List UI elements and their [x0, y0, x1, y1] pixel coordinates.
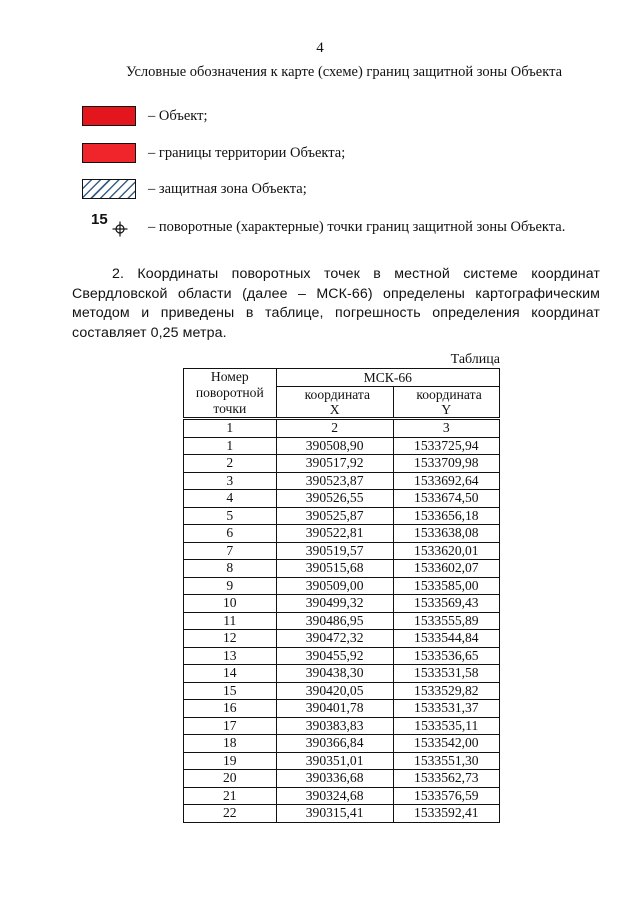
coordinate-x-cell: 390336,68 [276, 770, 393, 788]
table-row [184, 735, 500, 753]
column-number-row [184, 419, 500, 438]
legend-item-label: – поворотные (характерные) точки границ защитной зоны Объекта. [148, 218, 566, 235]
coordinate-y-cell: 1533692,64 [393, 472, 499, 490]
coordinate-x-cell: 390525,87 [276, 507, 393, 525]
coordinate-x-cell: 390515,68 [276, 560, 393, 578]
coordinate-x-cell: 390517,92 [276, 455, 393, 473]
coordinate-x-cell: 390401,78 [276, 700, 393, 718]
coordinate-x-cell: 390472,32 [276, 630, 393, 648]
coordinate-y-cell: 1533531,58 [393, 665, 499, 683]
point-number-cell: 17 [184, 717, 277, 735]
coordinate-x-cell: 390523,87 [276, 472, 393, 490]
coordinate-x-cell: 390526,55 [276, 490, 393, 508]
point-number-cell: 3 [184, 472, 277, 490]
coordinate-y-cell: 1533544,84 [393, 630, 499, 648]
point-number-cell: 22 [184, 805, 277, 823]
crosshair-circle-icon [112, 221, 128, 237]
column-number: 2 [276, 419, 393, 438]
table-caption: Таблица [450, 352, 500, 367]
coordinate-y-cell: 1533536,65 [393, 647, 499, 665]
point-number-cell: 20 [184, 770, 277, 788]
coordinate-x-cell: 390499,32 [276, 595, 393, 613]
coordinate-y-cell: 1533656,18 [393, 507, 499, 525]
point-number-cell: 11 [184, 612, 277, 630]
point-number-cell: 5 [184, 507, 277, 525]
header-coordinate-system: МСК-66 [276, 369, 499, 387]
territory-boundary-swatch [82, 143, 136, 163]
column-number: 1 [184, 419, 277, 438]
point-number-cell: 15 [184, 682, 277, 700]
table-row [184, 612, 500, 630]
legend-item-label: – границы территории Объекта; [148, 144, 346, 161]
table-row [184, 472, 500, 490]
coordinate-x-cell: 390519,57 [276, 542, 393, 560]
turning-point-symbol [82, 211, 144, 239]
page-number: 4 [316, 40, 324, 56]
coordinate-y-cell: 1533576,59 [393, 787, 499, 805]
point-number-cell: 13 [184, 647, 277, 665]
coordinate-x-cell: 390420,05 [276, 682, 393, 700]
coordinate-y-cell: 1533562,73 [393, 770, 499, 788]
coordinates-paragraph: 2. Координаты поворотных точек в местной системе координат Свердловской области (далее – МСК-66) определены картографическим методом и приведены в таблице, погрешность определения координат составляет 0,25 метра. [72, 266, 600, 341]
protection-zone-swatch [82, 179, 136, 199]
legend-item-label: – Объект; [148, 107, 208, 124]
table-row [184, 647, 500, 665]
table-row [184, 437, 500, 455]
coordinate-y-cell: 1533585,00 [393, 577, 499, 595]
coordinate-y-cell: 1533725,94 [393, 437, 499, 455]
coordinate-x-cell: 390383,83 [276, 717, 393, 735]
coordinate-y-cell: 1533551,30 [393, 752, 499, 770]
coordinate-y-cell: 1533602,07 [393, 560, 499, 578]
point-number-cell: 4 [184, 490, 277, 508]
point-number-cell: 12 [184, 630, 277, 648]
coordinate-x-cell: 390509,00 [276, 577, 393, 595]
table-row [184, 577, 500, 595]
coordinate-y-cell: 1533674,50 [393, 490, 499, 508]
point-number-cell: 7 [184, 542, 277, 560]
table-row [184, 560, 500, 578]
legend-item-protection-zone [82, 177, 307, 201]
coordinate-y-cell: 1533542,00 [393, 735, 499, 753]
coordinate-y-cell: 1533569,43 [393, 595, 499, 613]
point-number-cell: 18 [184, 735, 277, 753]
coordinates-table [183, 368, 500, 823]
coordinate-x-cell: 390366,84 [276, 735, 393, 753]
coordinate-x-cell: 390522,81 [276, 525, 393, 543]
table-row [184, 770, 500, 788]
table-row [184, 525, 500, 543]
coordinate-x-cell: 390486,95 [276, 612, 393, 630]
coordinate-y-cell: 1533529,82 [393, 682, 499, 700]
coordinate-y-cell: 1533531,37 [393, 700, 499, 718]
point-number-cell: 2 [184, 455, 277, 473]
point-number-cell: 16 [184, 700, 277, 718]
table-row [184, 805, 500, 823]
table-row [184, 682, 500, 700]
point-number-cell: 14 [184, 665, 277, 683]
table-row [184, 665, 500, 683]
table-row [184, 542, 500, 560]
coordinate-y-cell: 1533535,11 [393, 717, 499, 735]
point-number-cell: 6 [184, 525, 277, 543]
point-number-cell: 9 [184, 577, 277, 595]
coordinate-y-cell: 1533709,98 [393, 455, 499, 473]
table-row [184, 595, 500, 613]
coordinate-y-cell: 1533638,08 [393, 525, 499, 543]
legend-title: Условные обозначения к карте (схеме) границ защитной зоны Объекта [125, 64, 563, 80]
header-coordinate-x: координата X [276, 386, 393, 418]
point-number-cell: 21 [184, 787, 277, 805]
table-row [184, 787, 500, 805]
coordinate-y-cell: 1533555,89 [393, 612, 499, 630]
header-coordinate-y: координата Y [393, 386, 499, 418]
point-number-cell: 1 [184, 437, 277, 455]
coordinate-x-cell: 390324,68 [276, 787, 393, 805]
header-point-number: Номер поворотной точки [184, 369, 277, 419]
table-row [184, 717, 500, 735]
point-number-cell: 10 [184, 595, 277, 613]
legend-item-object [82, 104, 208, 128]
coordinate-x-cell: 390508,90 [276, 437, 393, 455]
coordinate-x-cell: 390351,01 [276, 752, 393, 770]
table-row [184, 700, 500, 718]
legend-item-label: – защитная зона Объекта; [148, 180, 307, 197]
coordinate-x-cell: 390455,92 [276, 647, 393, 665]
coordinate-y-cell: 1533592,41 [393, 805, 499, 823]
table-row [184, 507, 500, 525]
legend-item-territory-boundary [82, 141, 345, 165]
coordinate-y-cell: 1533620,01 [393, 542, 499, 560]
table-row [184, 490, 500, 508]
point-number-cell: 8 [184, 560, 277, 578]
column-number: 3 [393, 419, 499, 438]
legend-item-turning-points [82, 211, 566, 239]
table-row [184, 630, 500, 648]
table-row [184, 455, 500, 473]
turning-point-number: 15 [91, 211, 108, 228]
object-swatch [82, 106, 136, 126]
coordinate-x-cell: 390438,30 [276, 665, 393, 683]
table-row [184, 752, 500, 770]
coordinate-x-cell: 390315,41 [276, 805, 393, 823]
point-number-cell: 19 [184, 752, 277, 770]
